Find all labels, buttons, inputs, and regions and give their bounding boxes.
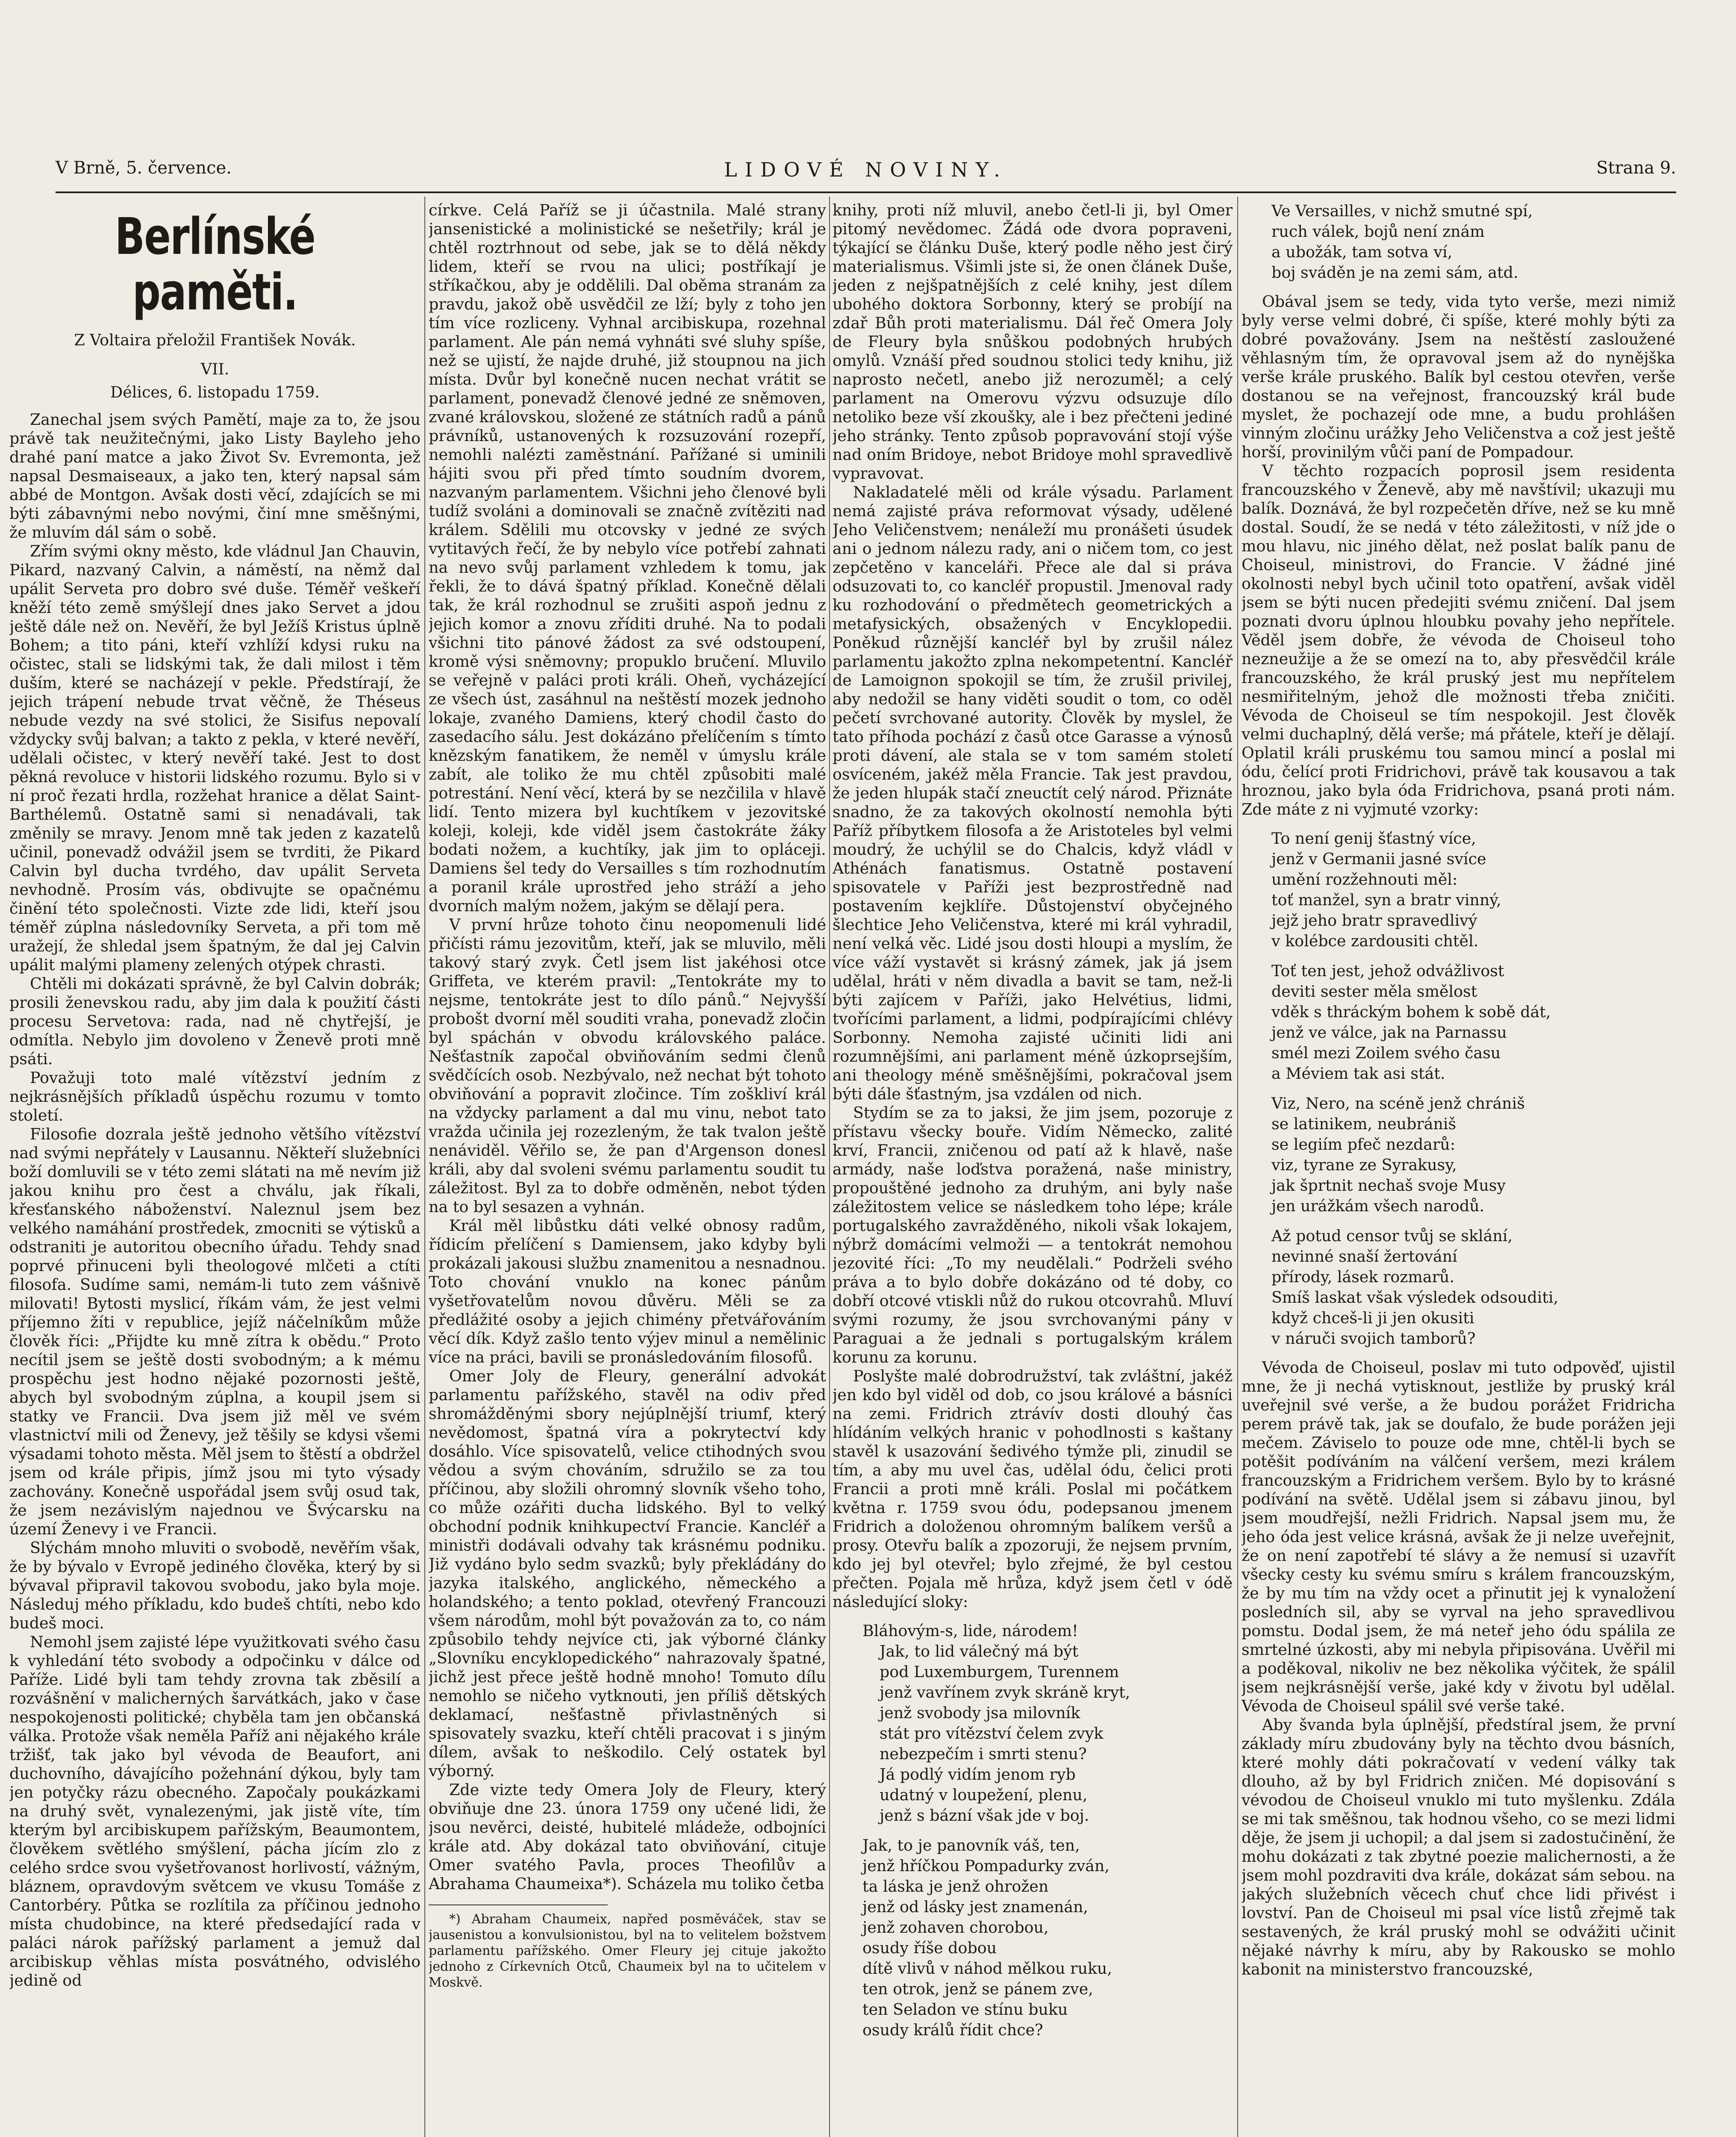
footnote: *) Abraham Chaumeix, napřed posměváček, stav se jausenistou a konvulsionistou, byl na to velitelem božstvem parlamentu pařížského. Omer Fleury jej cituje jakožto jednoho z Církevních Otců, Chaumeix byl na to učitelem v Moskvě. — [429, 1912, 826, 1990]
column-divider — [829, 197, 830, 2137]
poem-line: ten Seladon ve stínu buku — [862, 2000, 1068, 2019]
poem-line: ta láska je jenž ohrožen — [862, 1877, 1049, 1896]
poem-line: jen urážkám všech narodů. — [1271, 1197, 1485, 1215]
poem-line: jak šprtnit nechaš svoje Musy — [1271, 1176, 1506, 1195]
poem-stanza-1 — [862, 1621, 1233, 1826]
poem-stanza-4 — [1271, 961, 1675, 1084]
paragraph: Nemohl jsem zajisté lépe využitkovati svého času k vyhledání této svobody a odpočinku v dálce od Paříže. Lidé byli tam tehdy zrovna tak zběsilí a rozvášnění v malicherných šarvátkách, jako v čase nespokojenosti politické; chyběla tam jen občanská válka. Protože však neměla Paříž ani nějakého krále tržišť, tak jako byl vévoda de Beaufort, ani duchovního, dávajícího požehnání dýkou, byly tam jen potyčky rázu obecného. Započaly poukázkami na druhý svět, vynalezenými, jak jistě víte, tím kterým byl arcibiskupem pařížským, Beaumontem, člověkem světlého smýšlení, pácha jícím zlo z celého srdce svou vyšetřovanost horlivostí, vážným, bláznem, opravdovým světcem ve vkusu Tomáše z Cantorbéry. Půtka se rozlítila za příčinou jednoho místa chudobince, na které předsedající rada v paláci nárok pařížský parlament a jemuž dal arcibiskup věhlas místa posvátného, odvislého jedině od — [9, 1633, 421, 1990]
poem-line: jejž jeho bratr spravedlivý — [1271, 911, 1477, 930]
poem-line: osudy králů řídit chce? — [862, 2021, 1043, 2039]
paragraph: Filosofie dozrala ještě jednoho většího vítězství nad svými nepřátely v Lausannu. Někteří služebníci boží domluvili se v této zemi slátati na mě nevím již jakou knihu pro čest a chválu, jak říkali, křesťanského náboženství. Naleznul jsem bez velkého namáhání prostředek, zmocniti se výtisků a odstraniti je autoritou obecního úřadu. Tehdy snad poprvé přinuceni byli theologové mlčeti a ctíti filosofa. Sudíme sami, nemám-li tuto zem vášnivě milovati! Bytosti myslicí, říkám vám, že jest velmi příjemno žíti v republice, jejíž náčelníkům může člověk říci: „Přijdte ku mně zítra k obědu.“ Proto necítil jsem se ještě dosti svobodným; a k mému prospěchu jest hodno nějaké pozornosti ještě, abych byl svobodným zúplna, a koupil jsem si statky ve Francii. Dva jsem již měl ve svém vlastnictví mili od Ženevy, jež těšily se kdysi všemi výsadami tohoto města. Měl jsem to štěstí a obdržel jsem od krále připis, jímž jsou mi tyto výsady zachovány. Konečně uspořádal jsem svůj osud tak, že jsem nezávislým najednou ve Švýcarsku na území Ženevy i ve Francii. — [9, 1125, 421, 1538]
poem-line: To není genij šťastný více, — [1271, 829, 1476, 848]
poem-line: Bláhovým-s, lide, národem! — [862, 1622, 1078, 1640]
paragraph: církve. Celá Paříž se ji účastnila. Malé strany jansenistické a molinistické se nešetřily; král je chtěl roztrhnout od sebe, jak se to dělá někdy lidem, kteří se rvou na ulici; postříkají je stříkačkou, aby je oddělili. Dal oběma stranám za pravdu, jakož obě usvědčil ze lží; byly z toho jen tím více rozliceny. Vyhnal arcibiskupa, rozehnal parlament. Ale pán nemá vyhnáti své sluhy spíše, než se ujistí, že najde druhé, již stoupnou na jich místa. Dvůr byl konečně nucen nechat vrátit se parlament, ponevadž členové jedné ze sněmoven, zvané královskou, složené ze státních radů a pánů právníků, ustanovených k rozsuzování rozepří, nemohli nalézti zaměstnání. Pařížané si uminili hájiti svou při před tímto soudním dvorem, nazvaným parlamentem. Všichni jeho členové byli tudíž svoláni a dominovali se značně zvítěziti nad králem. Sdělili mu otcovsky v jedné ze svých vytitavých řečí, že by nebylo více potřebí zahnati na nevo svůj parlament vzhledem k tomu, jak řekli, že to dává špatný příklad. Konečně dělali tak, že král rozhodnul se zrušiti aspoň jednu z jejich komor a znovu zříditi druhé. Na to podali všichni tito pánové žádost za své odstoupení, kromě výsi sněmovny; propuklo bručení. Mluvilo se veřejně v paláci proti králi. Oheň, vycházející ze všech úst, zasáhnul na neštěstí mozek jednoho lokaje, zvaného Damiens, který chodil často do zasedacího sálu. Jest dokázáno přelíčením s tímto knězským fanatikem, že neměl v úmyslu krále zabít, ale toliko že mu chtěl způsobiti malé potrestání. Není věcí, která by se nezčilila v hlavě lidí. Tento mizera byl kuchtíkem v jezovitské koleji, koleji, kde viděl jsem častokráte žáky bodati nožem, a kuchtíky, jak jim to opláceji. Damiens šel tedy do Versailles s tím rozhodnutím a poranil krále uprostřed jeho stráží a jeho dvorních malým nožem, jakým se dělají pera. — [429, 201, 826, 915]
poem-line: stát pro vítězství čelem zvyk — [880, 1724, 1103, 1743]
paragraph: Obával jsem se tedy, vida tyto verše, mezi nimiž byly verse velmi dobré, či spíše, které mohly býti za dobré považovány. Jsem na neštěstí zasloužené věhlasným tím, že opravoval jsem až do nynějška verše krále pruského. Balík byl cestou otevřen, verše dostanou se na veřejnost, francouzský král bude myslet, že pochazejí ode mne, a budu prohlášen vinným zločinu urážky Jeho Veličenstva a což jest ještě horší, provinilým vůči paní de Pompadour. — [1242, 292, 1675, 461]
column-divider — [1237, 197, 1238, 2137]
poem-line: a Méviem tak asi stát. — [1271, 1064, 1445, 1083]
poem-line: pod Luxemburgem, Turennem — [880, 1663, 1119, 1681]
poem-line: jenž zohaven chorobou, — [862, 1918, 1049, 1937]
column-3 — [833, 201, 1233, 2137]
paragraph: Zanechal jsem svých Pamětí, maje za to, že jsou právě tak neužitečnými, jako Listy Bayleho jeho drahé paní matce a jako Život Sv. Evremonta, jež napsal Desmaiseaux, a jako ten, který napsal sám abbé de Montgon. Avšak dosti věcí, zdajících se mi býti zábavnými nebo novými, činí mne směšnými, že mluvím dál sám o sobě. — [9, 410, 421, 542]
paragraph: Považuji toto malé vítězství jedním z nejkrásnějších příkladů úspěchu rozumu v tomto století. — [9, 1068, 421, 1124]
paragraph: Zde vizte tedy Omera Joly de Fleury, který obviňuje dne 23. února 1759 ony učené lidi, že jsou nevěrci, deisté, hubitelé mládeže, odbojníci krále atd. Aby dokázal tato obviňování, cituje Omer svatého Pavla, proces Theofilův a Abrahama Chaumeixa*). Scházela mu toliko četba — [429, 1781, 826, 1893]
poem-line: jenž v Germanii jasné svíce — [1271, 850, 1486, 868]
poem-line: Jak, to lid válečný má být — [880, 1642, 1079, 1660]
poem-line: a ubožák, tam sotva ví, — [1271, 243, 1453, 261]
poem-line: umění rozžehnouti měl: — [1271, 870, 1458, 889]
poem-line: smél mezi Zoilem svého času — [1271, 1044, 1501, 1062]
article-dateline: Délices, 6. listopadu 1759. — [110, 383, 320, 401]
page-header — [56, 158, 1676, 192]
poem-line: Já podlý vidím jenom ryb — [880, 1765, 1076, 1784]
article-byline: Z Voltaira přeložil František Novák. — [74, 331, 356, 349]
poem-line: dítě vlivů v náhod mělkou ruku, — [862, 1959, 1112, 1978]
poem-stanza-top — [1271, 201, 1675, 283]
poem-line: Viz, Nero, na scéně jenž chrániš — [1271, 1094, 1525, 1113]
poem-line: jenž svobody jsa milovník — [880, 1704, 1080, 1722]
poem-line: Až potud censor tvůj se sklání, — [1271, 1227, 1513, 1245]
poem-line: se latinikem, neubrániš — [1271, 1115, 1456, 1133]
poem-line: Smíš laskat však výsledek odsouditi, — [1271, 1288, 1559, 1307]
poem-line: ruch válek, bojů není znám — [1271, 222, 1485, 241]
poem-line: osudy říše dobou — [862, 1939, 997, 1957]
header-rule — [56, 191, 1676, 193]
masthead: LIDOVÉ NOVINY. — [724, 158, 1008, 181]
column-2 — [429, 201, 826, 2137]
poem-stanza-5 — [1271, 1093, 1675, 1216]
poem-line: jenž hříčkou Pompadurky zván, — [862, 1857, 1109, 1875]
poem-stanza-6 — [1271, 1226, 1675, 1349]
paragraph: V těchto rozpacích poprosil jsem residenta francouzského v Ženevě, aby mě navštívil; ukazuji mu balík. Doznává, že byl rozpečetěn dříve, než se ku mně dostal. Soudí, že se nedá v této záležitosti, v níž jde o mou hlavu, nic jiného dělat, než poslat balík panu de Choiseul, ministrovi, do Francie. V žádné jiné okolnosti nebyl bych učinil toto opatření, avšak viděl jsem se býti nucen předejiti svému zničení. Dal jsem poznati dvoru úplnou hloubku povahy jeho nepřítele. Věděl jsem dobře, že vévoda de Choiseul toho nezneužije a že se omezí na to, aby přesvědčil krále francouzského, že král pruský jest mu nepřítelem nesmiřitelným, jehož dle možnosti třeba zničiti. Vévoda de Choiseul se tím nespokojil. Jest člověk velmi duchaplný, dělá verše; má přátele, kteří je dělají. Oplatil králi pruskému tou samou mincí a poslal mi ódu, čelící proti Fridrichovi, právě tak kousavou a tak hroznou, jako byla óda Fridrichova, psaná proti nám. Zde máte z ni vyjmuté vzorky: — [1242, 462, 1675, 818]
paragraph: Stydím se za to jaksi, že jim jsem, pozoruje z přístavu všecky bouře. Vidím Německo, zalité krví, Francii, zničenou od patí až k hlavě, naše armády, naše loďstva poražená, naše ministry, propouštěné jednoho za druhým, ani byly naše záležitostem velice se následkem toho lépe; krále portugalského zavražděného, nikoli však lokajem, nýbrž domácími velmoži — a tentokrát nemohou jezovité říci: „To my neudělali.“ Podrželi svého práva a to bylo dobře dokázáno od té doby, co dobří otcové vtiskli nůž do rukou otcovrahů. Mluví svými rozumy, že jsou svrchovanými pány v Paraguai a že jednali s portugalským králem korunu za korunu. — [833, 1104, 1233, 1366]
paragraph: Král měl libůstku dáti velké obnosy radům, řídicím přelíčení s Damiensem, jako kdyby byli prokázali jakousi službu znamenitou a nesnadnou. Toto chování vnuklo na konec pánům vyšetřovatelům novou důvěru. Měli se za předlážité osoby a jejich chimény přetvářováním věcí dík. Když zašlo tento výjev minul a nemělinic více na práci, bavili se pronásledováním filosofů. — [429, 1216, 826, 1366]
header-date: V Brně, 5. července. — [56, 158, 232, 178]
poem-line: vděk s thráckým bohem k sobě dát, — [1271, 1003, 1551, 1021]
footnote-rule — [429, 1904, 608, 1905]
poem-line: když chceš-li ji jen okusiti — [1271, 1309, 1474, 1327]
article-title-block — [9, 209, 421, 320]
poem-line: Ve Versailles, v nichž smutné spí, — [1271, 202, 1533, 220]
article-part: VII. — [200, 360, 230, 378]
poem-line: v kolébce zardousiti chtěl. — [1271, 932, 1479, 950]
paragraph: Zřím svými okny město, kde vládnul Jan Chauvin, Pikard, nazvaný Calvin, a náměstí, na němž dal upálit Serveta pro dobro své duše. Téměř veškeří kněží této země smýšlejí dnes jako Servet a jdou ještě dále než on. Nevěří, že byl Ježíš Kristus úplně Bohem; a tito páni, kteří vzhlíží kdysi ruku na očistec, stali se lidskými tak, že dali milost i těm duším, které se nacházejí v pekle. Předstírají, že jejich trápení nebude trvat věčně, že Théseus nebude vezdy na své stolici, že Sisifus nepovalí vždycky svůj balvan; a takto z pekla, v které nevěří, udělali očistec, v který nevěří také. Jest to dost pěkná revoluce v historii lidského rozumu. Bylo si v ní proč řezati hrdla, rozžehat hranice a dělat Saint-Barthélemů. Ostatně sami si nenadávali, tak změnily se mravy. Jenom mně tak jeden z kazatelů učinil, ponevadž odvážil jsem se tvrditi, že Pikard Calvin byl ducha tvrdého, dav upálit Serveta nevhodně. Prosím vás, obdivujte se opačnému činění této společnosti. Vizte zde lidi, kteří jsou téměř zúplna následovníky Serveta, a při tom mě uražejí, že shledal jsem špatným, že dal jej Calvin upálit malými plameny zelených otýpek chrasti. — [9, 542, 421, 974]
column-4 — [1242, 201, 1675, 2137]
poem-line: boj sváděn je na zemi sám, atd. — [1271, 263, 1518, 282]
paragraph: Aby švanda byla úplnější, předstíral jsem, že první základy míru zbudovány byly na těchto dvou básních, které mohly dáti pokračovatí v vedení války tak dlouho, až by byl Fridrich zničen. Mé dopisování s vévodou de Choiseul vnuklo mi tuto myšlenku. Zdála se mi tak směšnou, tak hodnou všeho, co se mezi lidmi děje, že jsem ji uchopil; a dal jsem si zadostučinění, že mohu dokázati z tak zbytné poezie malichernosti, a že jsem mohl pozdraviti dva krále, dokázat sám sebou. na jakých služebních věcech chuť chce lidi přivést i lovství. Pan de Choiseul mi psal více listů zřejmě tak sestavených, že král pruský mohl se odvážiti učinit nějaké návrhy k míru, aby by Rakousko se mohlo kabonit na ministerstvo francouzské, — [1242, 1716, 1675, 1978]
poem-line: se legiím pfeč nezdarů: — [1271, 1135, 1456, 1154]
poem-line: jenž vavřínem zvyk skráně kryt, — [880, 1683, 1130, 1701]
poem-stanza-2 — [862, 1835, 1233, 2040]
poem-stanza-3 — [1271, 828, 1675, 951]
poem-line: jenž od lásky jest znamenán, — [862, 1898, 1089, 1916]
poem-line: ten otrok, jenž se pánem zve, — [862, 1980, 1093, 1998]
paragraph: knihy, proti níž mluvil, anebo četl-li ji, byl Omer pitomý nevědomec. Žádá ode dvora popraveni, týkající se článku Duše, který podle něho jest čirý materialismus. Všimli jste si, že onen článek Duše, jeden z nejšpatnějších z celé knihy, jest dílem ubohého doktora Sorbonny, který se probíjí na zdař Bůh proti materialismu. Dál řeč Omera Joly de Fleury byla snůškou podobných hrubých omylů. Vznáší před soudnou stolici tedy knihu, již naprosto nečetl, anebo již nerozuměl; a celý parlament na Omerovu výzvu odsuzuje dílo netoliko beze vší zkoušky, ale i bez přečteni jediné jeho stránky. Tento způsob popravování stojí výše nad oním Bridoye, nebot Bridoye mohl spravedlivě vypravovat. — [833, 201, 1233, 483]
poem-line: nebezpečím i smrti stenu? — [880, 1745, 1087, 1763]
column-1 — [9, 201, 421, 2137]
poem-line: jenž ve válce, jak na Parnassu — [1271, 1023, 1507, 1042]
column-divider — [424, 197, 425, 2137]
poem-line: udatný v loupežení, plenu, — [880, 1786, 1088, 1804]
article-title: Berlínské paměti. — [115, 207, 315, 321]
paragraph: Vévoda de Choiseul, poslav mi tuto odpověď, ujistil mne, že ji nechá vytisknout, jestliže by pruský král uveřejnil své verše, a že budou porážet Fridricha perem právě tak, jak se doufalo, že bude porážen jeji mečem. Záviselo to pouze ode mne, chtěl-li bych se potěšit podíváním na válčení veršem, mezi králem francouzským a Fridrichem veršem. Bylo by to krásné podívání na světě. Udělal jsem si zábavu jinou, byl jsem moudřejší, nežli Fridrich. Napsal jsem mu, že jeho óda jest velice krásná, avšak že ji nelze uveřejnit, že on není zapotřebí té slávy a že nemusí si uzavřít všecky cesty ku svému smíru s králem francouzským, že by mu tím na vždy ocet a přinutit jej k vynaložení posledních sil, aby se vyrval na jeho spravedlivou pomstu. Dodal jsem, že má neteř jeho ódu spálila ze smrtelné úzkosti, aby mi nebyla připisována. Uvěřil mi a poděkoval, nikoliv ne bez několika výčitek, že spálil jsem nejkrásnější verše, jaké kdy v životu byl udělal. Vévoda de Choiseul spálil své verše také. — [1242, 1358, 1675, 1715]
paragraph: Omer Joly de Fleury, generální advokát parlamentu pařížského, stavěl na odiv před shromážděnými sbory nejúplnější triumf, který nevědomost, špatná víra a pokrytectví kdy dosáhlo. Více spisovatelů, velice ctihodných svou vědou a svým chováním, sdružilo se za tou příčinou, aby složili ohromný slovník všeho toho, co může ozářiti ducha lidského. Byl to velký obchodní podnik knihkupectví Francie. Kancléř a ministři dodávali odvahy tak krásnému podniku. Již vydáno bylo sedm svazků; byly překládány do jazyka italského, anglického, německého a holandského; a tento poklad, otevřený Francouzi všem národům, mohl být považován za to, co nám způsobilo tehdy nejvíce cti, jak výborné články „Slovníku encyklopedického“ nahrazovaly špatné, jichž jest přece ještě hodně mnoho! Tomuto dílu nemohlo se ničeho vytknouti, jen příliš dětských deklamací, nešťastně přivlastněných si spisovately svazku, kteří chtěli pracovat i s jiným dílem, avšak to neškodilo. Celý ostatek byl výborný. — [429, 1367, 826, 1780]
poem-line: nevinné snaší žertování — [1271, 1247, 1457, 1266]
paragraph: Nakladatelé měli od krále výsadu. Parlament nemá zajisté práva reformovat výsady, udělené Jeho Veličenstvem; nenáleží mu pronášeti úsudek ani o jednom nálezu rady, ani o ničem tom, co jest zepčetěno v kanceláři. Přece ale dal si práva odsuzovati to, co kancléř propustil. Jmenoval rady ku rozhodování o předmětech geometrických a metafysických, obsažených v Encyklopedii. Poněkud různější kancléř byl by zrušil nález parlamentu jakožto zplna nekompetentní. Kancléř de Lamoignon spokojil se tím, že zrušil privilej, aby nedožil se hany viděti soudit o tom, co oděl pečetí svrchované autority. Člověk by myslel, že tato příhoda pochází z časů otce Garasse a výnosů proti dávení, ale stala se v tom samém století osvíceném, jakéž měla Francie. Tak jest pravdou, že jeden hlupák stačí zneuctít celý národ. Přiznáte snadno, že za takových okolností nemohla býti Paříž příbytkem filosofa a že Aristoteles byl velmi moudrý, že uchýlil se do Chalcis, když vládl v Athénách fanatismus. Ostatně postavení spisovatele v Paříži jest bezprostředně nad postavením kejklíře. Důstojenství obyčejného šlechtice Jeho Veličenstva, které mi král vyhradil, není velká věc. Lidé jsou dosti hloupi a myslím, že více váží vystavět si krásný zámek, jak já jsem udělal, hráti v něm divadla a bavit se tam, než-li býti zajícem v Paříži, jako Helvétius, lidmi, tvořícími parlament, a lidmi, podpírajícími chlévy Sorbonny. Nemoha zajisté učiniti lidi ani rozumnějšími, ani parlament méně úzkoprsejším, ani theology méně směšnějšími, pokračoval jsem býti dále šťastným, jsa vzdálen od nich. — [833, 483, 1233, 1103]
poem-line: toť manžel, syn a bratr vinný, — [1271, 891, 1501, 909]
paragraph: Chtěli mi dokázati správně, že byl Calvin dobrák; prosili ženevskou radu, aby jim dala k použití části procesu Servetova: rada, nad ně chytřejší, je odmítla. Nebylo jim dovoleno v Ženevě proti mně psáti. — [9, 974, 421, 1068]
paragraph: Slýchám mnoho mluviti o svobodě, nevěřím však, že by bývalo v Evropě jediného člověka, který by si bývaval připravil takovou svobodu, jako byla moje. Následuj mého příkladu, kdo budeš chtíti, nebo kdo budeš moci. — [9, 1539, 421, 1632]
poem-line: viz, tyrane ze Syrakusy, — [1271, 1156, 1457, 1174]
poem-line: jenž s bázní však jde v boj. — [880, 1806, 1089, 1825]
poem-line: deviti sester měla smělost — [1271, 982, 1477, 1001]
poem-line: Toť ten jest, jehož odvážlivost — [1271, 962, 1504, 980]
paragraph: V první hrůze tohoto činu neopomenuli lidé přičísti rámu jezovitům, kteří, jak se mluvilo, měli takový starý zvyk. Četl jsem list jakéhosi otce Griffeta, ve kterém pravil: „Tentokráte my to nejsme, tentokráte jest to dílo pánů.“ Nejvyšší probošt dvorní měl souditi vraha, ponevadž zločin byl spáchán v obvodu královského paláce. Nešťastník započal obviňováním sedmi členů svědčících osob. Nezbývalo, než nechat být tohoto obviňování a popravit zločince. Tím zoškliví král na vždycky parlament a dal mu vinu, nebot tato vražda učinila jej rozezleným, že tak tvalon ještě nenáviděl. Věřilo se, že pan d'Argenson donesl králi, aby dal svoleni svému parlamentu soudit tu záležitost. Byl za to dobře odměněn, nebot týden na to byl sesazen a vyhnán. — [429, 915, 826, 1216]
page-number: Strana 9. — [1596, 158, 1676, 178]
paragraph: Poslyšte malé dobrodružství, tak zvláštní, jakéž jen kdo byl viděl od dob, co jsou králové a básníci na zemi. Fridrich ztrávív dosti dlouhý čas hlídáním velkých hranic v pohodlnosti s kaštany stavěl k usazování šedivého týmže pli, zinudil se tím, a aby mu uvel čas, udělal ódu, čelici proti Francii a proti mně králi. Poslal mi počátkem května r. 1759 svou ódu, podepsanou jmenem Fridrich a doloženou ohromným balíkem veršů a prosy. Otevřu balík a zpozoruji, že nejsem prvním, kdo jej byl otevřel; bylo zřejmé, že byl cestou přečten. Pojala mě hrůza, když jsem četl v ódě následující sloky: — [833, 1367, 1233, 1611]
poem-line: v náruči svojich tamborů? — [1271, 1329, 1476, 1348]
poem-line: Jak, to je panovník váš, ten, — [862, 1836, 1080, 1854]
poem-line: přírody, lásek rozmarů. — [1271, 1268, 1455, 1286]
